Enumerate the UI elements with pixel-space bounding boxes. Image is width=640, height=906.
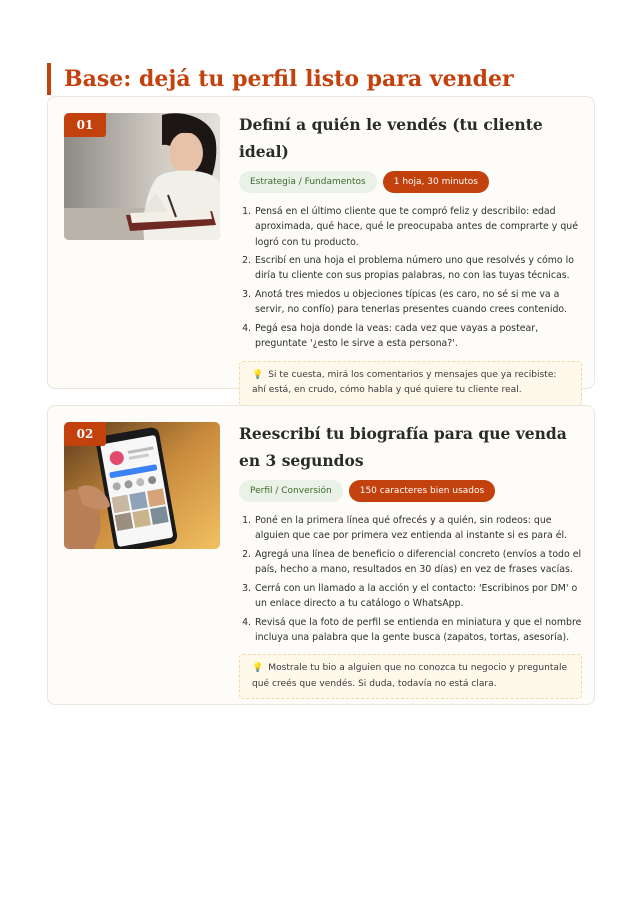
list-item: 3. Cerrá con un llamado a la acción y el contacto: 'Escribinos por DM' o un enlace directo a tu catálogo o WhatsApp. [254, 581, 582, 612]
category-tag: Perfil / Conversión [239, 480, 343, 502]
tip-box [239, 654, 582, 699]
step-title: Reescribí tu biografía para que venda en 3 segundos [239, 424, 567, 470]
time-tag: 150 caracteres bien usados [349, 480, 495, 502]
step-card [47, 405, 595, 705]
tip-text: Si te cuesta, mirá los comentarios y mensajes que ya recibiste: ahí está, en crudo, cómo habla y qué quiere tu cliente real. [252, 369, 557, 396]
lightbulb-icon: 💡 [252, 369, 264, 380]
list-item: 3. Anotá tres miedos u objeciones típicas (es caro, no sé si me va a servir, no confío) para tenerlas presentes cuando crees contenido. [254, 287, 582, 318]
step-title: Definí a quién le vendés (tu cliente ideal) [239, 115, 543, 161]
woman-writing-photo [64, 113, 220, 240]
category-tag: Estrategia / Fundamentos [239, 171, 377, 193]
list-item: 4. Pegá esa hoja donde la veas: cada vez que vayas a postear, preguntate '¿esto le sirve a esta persona?'. [254, 321, 582, 352]
list-item: 2. Agregá una línea de beneficio o diferencial concreto (envíos a todo el país, hecho a mano, resultados en 30 días) en vez de frases vacías. [254, 547, 582, 578]
time-tag: 1 hoja, 30 minutos [383, 171, 489, 193]
list-item: 4. Revisá que la foto de perfil se entienda en miniatura y que el nombre incluya una palabra que la gente busca (zapatos, tortas, asesoría). [254, 615, 582, 646]
lightbulb-icon: 💡 [252, 663, 264, 674]
section-title: Base: dejá tu perfil listo para vender [47, 63, 514, 95]
step-number-badge: 01 [64, 113, 106, 137]
steps-list [239, 513, 582, 645]
tip-box [239, 361, 582, 406]
list-item: 1. Poné en la primera línea qué ofrecés y a quién, sin rodeos: que alguien que cae por primera vez entienda al instante si es para él. [254, 513, 582, 544]
list-item: 2. Escribí en una hoja el problema número uno que resolvés y cómo lo diría tu cliente con sus propias palabras, no con las tuyas técnicas. [254, 253, 582, 284]
phone-instagram-photo [64, 422, 220, 549]
tip-text: Mostrale tu bio a alguien que no conozca tu negocio y preguntale qué creés que vendés. Si duda, todavía no está clara. [252, 663, 568, 689]
steps-list [239, 204, 582, 352]
list-item: 1. Pensá en el último cliente que te compró feliz y describilo: edad aproximada, qué hace, qué le preocupaba antes de comprarte y qué logró con tu producto. [254, 204, 582, 250]
step-card [47, 96, 595, 396]
step-number-badge: 02 [64, 422, 106, 446]
